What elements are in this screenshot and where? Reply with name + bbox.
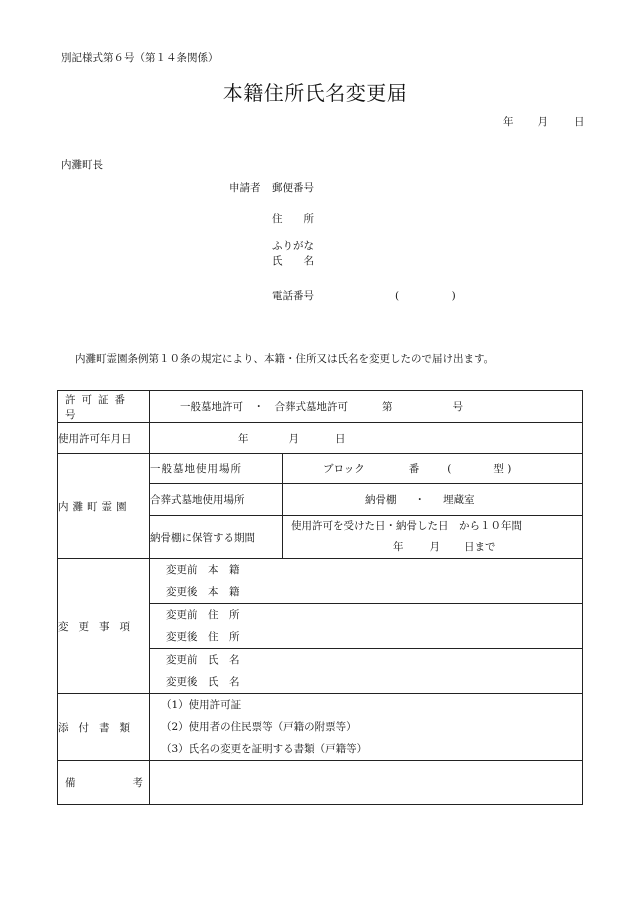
permit-number-label: [58, 392, 149, 422]
communal-ossuary: 納骨棚: [365, 494, 397, 506]
permit-number-label-text: 許可証番号: [65, 393, 131, 421]
communal-burial: 埋蔵室: [443, 494, 475, 506]
changes-label-cell: [58, 559, 150, 694]
permit-date-year: 年: [238, 432, 249, 445]
general-location-label-cell: [150, 454, 283, 484]
communal-location-value-cell[interactable]: [283, 484, 583, 516]
addressee: 内灘町長: [61, 159, 103, 171]
storage-period-label: 納骨棚に保管する期間: [150, 531, 255, 544]
attachments-row: [58, 694, 583, 761]
change-row-domicile: [58, 559, 583, 604]
change-name-cell[interactable]: [150, 649, 583, 694]
permit-number-row: [58, 391, 583, 423]
change-before-domicile: 変更前 本 籍: [166, 564, 240, 576]
permit-number-label-cell: [58, 391, 150, 423]
date-day: 日: [574, 116, 585, 128]
permit-date-label: 使用許可年月日: [58, 432, 132, 445]
change-after-address: 変更後 住 所: [166, 631, 240, 643]
communal-location-label: 合葬式墓地使用場所: [150, 494, 245, 506]
storage-period-day: 日まで: [464, 541, 496, 553]
general-location-block: ブロック: [323, 463, 365, 475]
general-location-ban: 番: [408, 463, 420, 475]
general-location-type: ( 型 ): [447, 463, 512, 475]
change-before-address: 変更前 住 所: [166, 609, 240, 621]
change-after-domicile: 変更後 本 籍: [166, 586, 240, 598]
permit-no-dai: 第: [382, 401, 393, 413]
storage-period-year: 年: [393, 541, 404, 553]
date-line: [503, 114, 585, 129]
permit-no-go: 号: [452, 401, 463, 413]
change-after-name: 変更後 氏 名: [166, 676, 240, 688]
permit-number-value-cell[interactable]: [150, 391, 583, 423]
name-label: 氏 名: [272, 255, 314, 267]
attachments-list-cell: [150, 694, 583, 761]
storage-period-label-cell: [150, 516, 283, 559]
change-domicile-cell[interactable]: [150, 559, 583, 604]
form-table: [57, 390, 583, 805]
permit-date-day: 日: [335, 432, 346, 445]
remarks-label-cell: [58, 761, 150, 805]
attachment-item: （2）使用者の住民票等（戸籍の附票等）: [161, 721, 357, 733]
remarks-label-b: 考: [132, 777, 143, 789]
postal-code-label: 郵便番号: [272, 182, 314, 194]
communal-dot: ・: [414, 494, 425, 506]
form-reference: 別記様式第６号（第１４条関係）: [61, 52, 219, 64]
phone-parentheses: ( ): [395, 290, 456, 302]
permit-date-row: [58, 423, 583, 454]
communal-location-label-cell: [150, 484, 283, 516]
furigana-label: ふりがな: [272, 240, 314, 252]
phone-label: 電話番号: [272, 290, 314, 302]
cemetery-label: 内灘町霊園: [58, 500, 131, 513]
attachment-item: （1）使用許可証: [161, 699, 242, 711]
remarks-value-cell[interactable]: [150, 761, 583, 805]
applicant-label: 申請者: [229, 182, 261, 194]
general-location-label: 一般墓地使用場所: [150, 463, 242, 475]
changes-label: 変更事項: [58, 620, 140, 633]
general-location-row: [58, 454, 583, 484]
date-month: 月: [537, 116, 548, 128]
storage-period-line1: 使用許可を受けた日・納骨した日 から１０年間: [291, 520, 522, 532]
storage-period-month: 月: [429, 541, 440, 553]
remarks-label-a: 備: [65, 777, 76, 789]
permit-types: 一般墓地許可 ・ 合葬式墓地許可: [180, 401, 348, 413]
permit-date-value-cell[interactable]: [150, 423, 583, 454]
date-year: 年: [503, 116, 514, 128]
statement-text: 内灘町霊園条例第１０条の規定により、本籍・住所又は氏名を変更したので届け出ます。: [75, 353, 495, 365]
storage-period-value-cell[interactable]: [283, 516, 583, 559]
remarks-row: [58, 761, 583, 805]
address-label: 住 所: [272, 213, 314, 225]
permit-date-month: 月: [288, 432, 299, 445]
attachments-label-cell: [58, 694, 150, 761]
cemetery-label-cell: [58, 454, 150, 559]
change-before-name: 変更前 氏 名: [166, 654, 240, 666]
general-location-value-cell[interactable]: [283, 454, 583, 484]
change-address-cell[interactable]: [150, 604, 583, 649]
attachments-label: 添付書類: [58, 721, 140, 734]
document-title: 本籍住所氏名変更届: [222, 81, 408, 105]
attachment-item: （3）氏名の変更を証明する書類（戸籍等）: [161, 743, 368, 755]
permit-date-label-cell: [58, 423, 150, 454]
